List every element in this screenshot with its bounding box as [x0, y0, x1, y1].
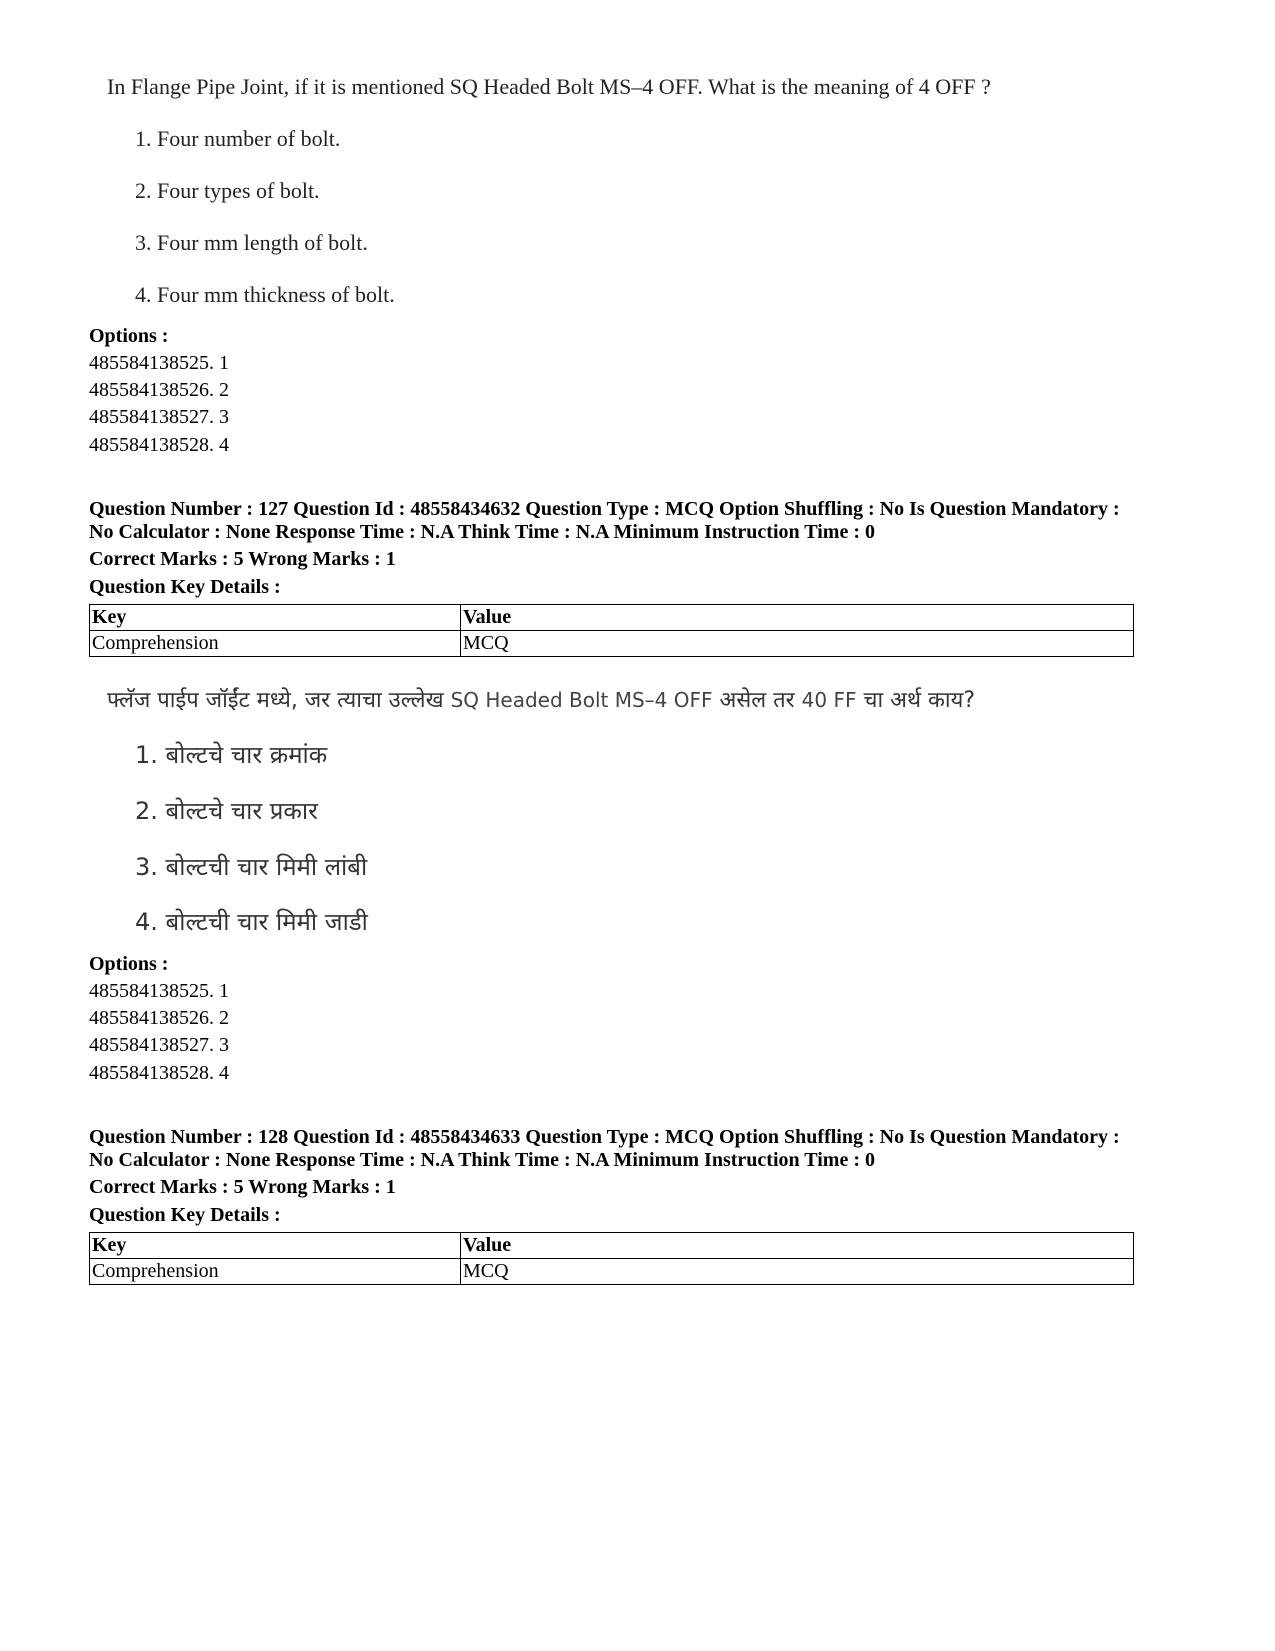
question-choice-3: 3. Four mm length of bolt.	[135, 230, 368, 255]
table-cell-key: Comprehension	[90, 1259, 461, 1285]
question-choice-mr-4: 4. बोल्टची चार मिमी जाडी	[135, 908, 368, 936]
option-id-2: 485584138526. 2	[89, 1007, 229, 1029]
option-id-1: 485584138525. 1	[89, 980, 229, 1002]
question-key-table	[89, 604, 1134, 657]
table-cell-value: MCQ	[461, 631, 1134, 657]
option-id-2: 485584138526. 2	[89, 379, 229, 401]
question-mr-latin: SQ Headed Bolt MS–4 OFF	[450, 688, 713, 712]
question-choice-mr-1: 1. बोल्टचे चार क्रमांक	[135, 741, 328, 769]
options-label: Options :	[89, 325, 169, 347]
table-header-row	[90, 1233, 1134, 1259]
question-image-text-en: In Flange Pipe Joint, if it is mentioned SQ Headed Bolt MS–4 OFF. What is the meaning of 4 OFF ?	[107, 74, 991, 99]
table-cell-key: Comprehension	[90, 631, 461, 657]
key-details-label: Question Key Details :	[89, 576, 281, 598]
question-choice-mr-3: 3. बोल्टची चार मिमी लांबी	[135, 853, 368, 881]
question-key-table	[89, 1232, 1134, 1285]
question-choice-1: 1. Four number of bolt.	[135, 126, 341, 151]
table-header-key: Key	[90, 605, 461, 631]
option-id-4: 485584138528. 4	[89, 1062, 229, 1084]
table-header-key: Key	[90, 1233, 461, 1259]
question-choice-2: 2. Four types of bolt.	[135, 178, 320, 203]
question-choice-mr-2: 2. बोल्टचे चार प्रकार	[135, 797, 318, 825]
question-meta-line-2: No Calculator : None Response Time : N.A Think Time : N.A Minimum Instruction Time : 0	[89, 521, 875, 543]
table-row	[90, 1259, 1134, 1285]
question-meta-line-1: Question Number : 128 Question Id : 48558434633 Question Type : MCQ Option Shuffling : No Is Question Mandatory :	[89, 1126, 1120, 1148]
question-choice-4: 4. Four mm thickness of bolt.	[135, 282, 395, 307]
options-label: Options :	[89, 953, 169, 975]
option-id-3: 485584138527. 3	[89, 1034, 229, 1056]
option-id-3: 485584138527. 3	[89, 406, 229, 428]
marks-line: Correct Marks : 5 Wrong Marks : 1	[89, 1176, 396, 1198]
marks-line: Correct Marks : 5 Wrong Marks : 1	[89, 548, 396, 570]
table-header-value: Value	[461, 1233, 1134, 1259]
question-mr-suffix: चा अर्थ काय?	[863, 688, 976, 713]
option-id-4: 485584138528. 4	[89, 434, 229, 456]
table-row	[90, 631, 1134, 657]
table-header-row	[90, 605, 1134, 631]
question-mr-latin-2: 40 FF	[801, 688, 857, 712]
option-id-1: 485584138525. 1	[89, 352, 229, 374]
key-details-label: Question Key Details :	[89, 1204, 281, 1226]
question-meta-line-1: Question Number : 127 Question Id : 48558434632 Question Type : MCQ Option Shuffling : No Is Question Mandatory :	[89, 498, 1120, 520]
question-meta-line-2: No Calculator : None Response Time : N.A Think Time : N.A Minimum Instruction Time : 0	[89, 1149, 875, 1171]
table-header-value: Value	[461, 605, 1134, 631]
table-cell-value: MCQ	[461, 1259, 1134, 1285]
question-image-text-mr	[107, 684, 975, 714]
question-mr-mid: असेल तर	[719, 688, 795, 713]
question-mr-prefix: फ्लॅज पाईप जॉईंट मध्ये, जर त्याचा उल्लेख	[107, 688, 444, 713]
